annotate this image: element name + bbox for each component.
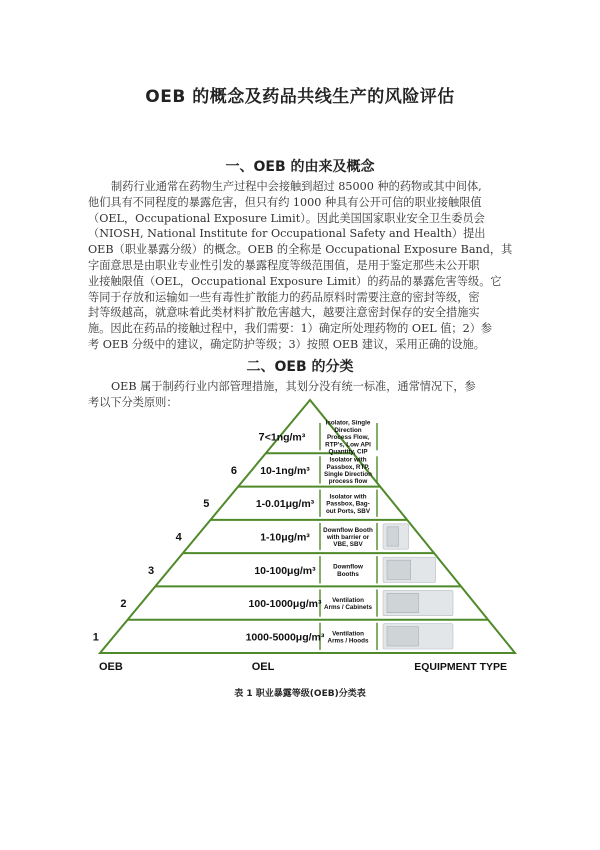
level-oel-value: 10-1ng/m³	[260, 464, 310, 477]
paragraph-line: OEB（职业暴露分级）的概念。OEB 的全称是 Occupational Exposure Band，其	[88, 243, 513, 257]
level-oel-value: 100-1000μg/m³	[248, 598, 322, 611]
level-equipment-text: Process Flow,	[326, 434, 370, 442]
page-title: OEB 的概念及药品共线生产的风险评估	[145, 87, 455, 107]
level-equipment-text: with barrier or	[326, 534, 370, 541]
level-number: 6	[230, 464, 238, 477]
axis-label-equipment: EQUIPMENT TYPE	[414, 661, 507, 673]
level-oel-value: 1-10μg/m³	[260, 531, 310, 544]
level-equipment-text: Isolator with	[329, 456, 367, 464]
paragraph-line: 制药行业通常在药物生产过程中会接触到超过 85000 种的药物或其中间体,	[111, 180, 482, 193]
equipment-photo-detail	[387, 527, 399, 546]
paragraph-line: （NIOSH, National Institute for Occupational Safety and Health）提出	[88, 227, 486, 241]
level-oel-value: 1000-5000μg/m³	[245, 631, 325, 644]
paragraph-line: 施。因此在药品的接触过程中，我们需要：1）确定所处理药物的 OEL 值；2）参	[88, 322, 493, 336]
equipment-photo-detail	[387, 593, 419, 612]
level-number: 7	[258, 431, 265, 444]
section-heading-classification: 二、OEB 的分类	[246, 359, 354, 375]
level-oel-value: 10-100μg/m³	[254, 564, 316, 577]
level-equipment-text: Arms / Cabinets	[324, 604, 372, 612]
paragraph-line: 考 OEB 分级中的建议，确定防护等级；3）按照 OEB 建议，采用正确的设施。	[88, 337, 485, 351]
level-equipment-text: Arms / Hoods	[327, 637, 369, 645]
paragraph-line: 封等级越高，就意味着此类材料扩散危害越大，越要注意密封保存的安全措施实	[88, 306, 480, 320]
level-equipment-text: Passbox, Bag-	[326, 500, 370, 508]
figure-caption: 表 1 职业暴露等级(OEB)分类表	[234, 689, 366, 699]
paragraph-line: 业接触限值（OEL，Occupational Exposure Limit）的药品的暴露危害等级。它	[88, 274, 502, 288]
paragraph-line: OEB 属于制药行业内部管理措施，其划分没有统一标准，通常情况下，参	[111, 380, 476, 393]
level-equipment-text: process flow	[328, 478, 368, 486]
level-equipment-text: Single Direction	[324, 471, 372, 479]
axis-label-oeb: OEB	[99, 661, 123, 673]
paragraph-line: 字面意思是由职业专业性引发的暴露程度等级范围值，是用于鉴定那些未公开职	[88, 258, 480, 272]
section-paragraph-origin	[88, 179, 513, 353]
level-number: 1	[92, 631, 99, 644]
level-equipment-text: VBE, SBV	[333, 541, 363, 549]
level-number: 3	[148, 564, 155, 577]
paragraph-line: 等同于存放和运输如一些有毒性扩散能力的药品原料时需要注意的密封等级，密	[88, 290, 480, 304]
equipment-photo-detail	[387, 560, 411, 579]
level-equipment-text: Quantity, CIP	[328, 448, 368, 456]
level-oel-value: <1ng/m³	[264, 431, 306, 444]
paragraph-line: （OEL，Occupational Exposure Limit）。因此美国国家职业安全卫生委员会	[88, 211, 485, 225]
level-number: 5	[203, 498, 210, 511]
level-equipment-text: Isolator with	[329, 493, 367, 501]
level-equipment-text: Ventilation	[332, 630, 364, 638]
level-equipment-text: Passbox, RTP,	[326, 463, 370, 471]
level-equipment-text: Booths	[337, 570, 359, 578]
oeb-pyramid-figure	[92, 398, 515, 688]
level-oel-value: 1-0.01μg/m³	[255, 498, 315, 511]
level-equipment-text: Downflow	[333, 563, 363, 571]
level-equipment-text: out Ports, SBV	[325, 507, 371, 515]
equipment-photo-detail	[387, 627, 419, 646]
level-equipment-text: Ventilation	[332, 596, 364, 604]
level-number: 4	[175, 531, 182, 544]
paragraph-line: 他们具有不同程度的暴露危害，但只有约 1000 种具有公开可信的职业接触限值	[88, 195, 482, 209]
level-equipment-text: RTP's, Low API	[325, 441, 371, 449]
section-heading-origin: 一、OEB 的由来及概念	[225, 159, 375, 175]
axis-label-oel: OEL	[251, 661, 275, 673]
level-equipment-text: Downflow Booth	[323, 526, 373, 534]
level-equipment-text: Direction	[334, 426, 362, 434]
paragraph-line: 考以下分类原则：	[88, 395, 178, 409]
level-equipment-text: Isolator, Single	[325, 419, 371, 427]
level-number: 2	[120, 598, 127, 611]
